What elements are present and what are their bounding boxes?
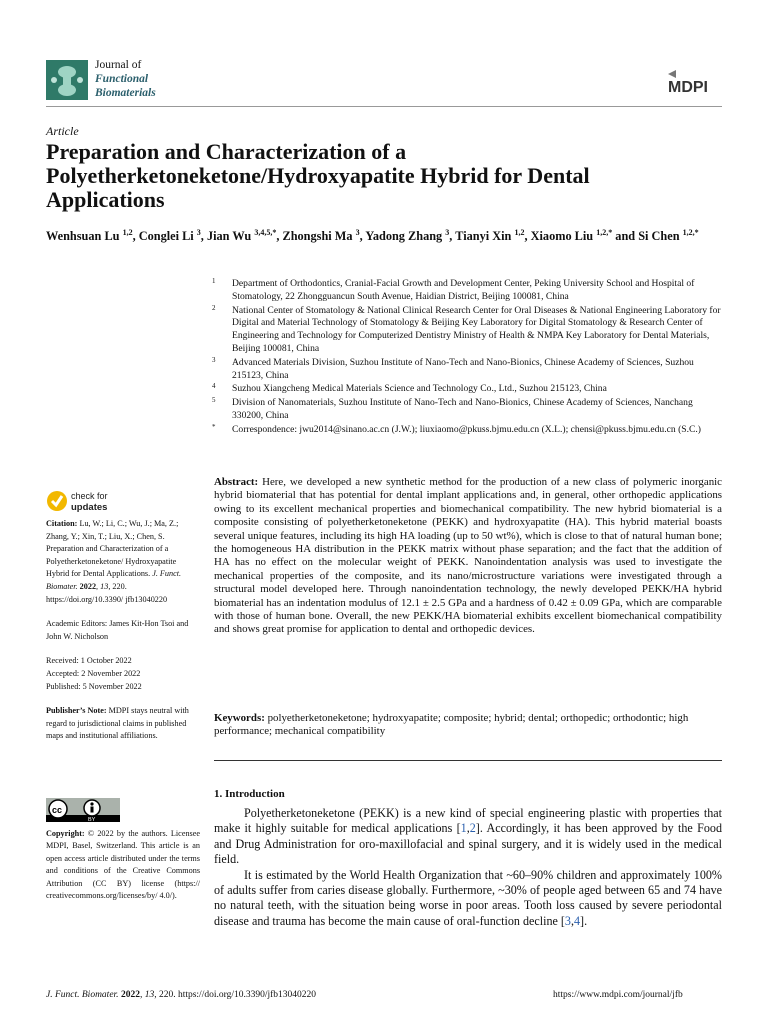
mdpi-logo-text: MDPI: [668, 79, 708, 96]
journal-name-line3: Biomaterials: [95, 87, 156, 99]
published-date: Published: 5 November 2022: [46, 681, 142, 691]
affiliation-item: [212, 397, 724, 423]
affiliation-item: [212, 278, 724, 304]
abstract-text: Here, we developed a new synthetic method for the production of a new class of polymeric inorganic hybrid biomaterial that has potential for dental implant applications and, in general, other orthopedic applications owing to its excellent mechanical properties and biomechanical compatibility. The new hybrid biomaterial is a composite consisting of polyetherketoneketone (PEKK) and hydroxyapatite (HA). This hybrid material boasts several unique features, including its high HA loading (up to 50 wt%), which is close to that of natural human bone; the homogeneous HA distribution in the PEKK matrix without phase separation; and the fact that the addition of HA has no effect on the molecular weight of PEKK. Nanoindentation analysis was used to investigate the mechanical properties of the composite, and its nano/microstructure variations were investigated through a structural model developed here. Through nanoindentation technology, the newly developed PEKK/HA hybrid biomaterial has an indentation modulus of 12.1 ± 2.5 GPa and a hardness of 0.42 ± 0.09 GPa, which are comparable with those of human bone. Overall, the new PEKK/HA biomaterial exhibits excellent biomechanical compatibility and shows great promise for application to dental and orthopedic devices.: [214, 476, 723, 636]
affiliations-list: [212, 278, 724, 438]
journal-logo-icon: [46, 60, 88, 100]
affiliation-text: Correspondence: jwu2014@sinano.ac.cn (J.W.); liuxiaomo@pkuss.bjmu.edu.cn (X.L.); chensi@pkuss.bjmu.edu.cn (S.C.): [232, 423, 701, 435]
journal-name-line2: Functional: [95, 73, 149, 85]
affiliation-number: *: [212, 422, 216, 431]
accepted-date: Accepted: 2 November 2022: [46, 668, 141, 678]
intro-paragraph-2: It is estimated by the World Health Organization that ~60–90% children and approximately 100% of adults suffer from caries disease globally. Furthermore, ~30% of people aged between 65 and 74 have no natural teeth, with the situation being worse in poor areas. Tooth loss caused by severe periodontal disease and trauma has become the main cause of oral-function decline [3,4].: [214, 867, 722, 928]
abstract: [214, 476, 722, 637]
journal-name: [95, 58, 156, 100]
keywords: [214, 712, 722, 739]
check-for-label: check for: [71, 491, 108, 501]
cc-by-license-icon[interactable]: [46, 798, 120, 822]
affiliation-text: Advanced Materials Division, Suzhou Institute of Nano-Tech and Nano-Bionics, Chinese Academy of Sciences, Suzhou 215123, China: [232, 356, 694, 381]
academic-editors: Academic Editors: James Kit-Hon Tsoi and John W. Nicholson: [46, 619, 189, 641]
intro-paragraph-1: Polyetherketoneketone (PEKK) is a new kind of special engineering plastic with properties that make it highly suitable for medical applications [1,2]. Accordingly, it has been approved by the Food and Drug Administration for oro-maxillofacial and spinal surgery, and it is widely used in the medical field.: [214, 806, 722, 867]
dates: [46, 655, 200, 693]
affiliation-item: [212, 357, 724, 383]
keywords-label: Keywords:: [214, 712, 265, 724]
sidebar: [46, 518, 200, 755]
affiliation-item: [212, 424, 724, 437]
check-for-updates-icon[interactable]: [46, 488, 116, 514]
mdpi-logo-icon: [664, 70, 722, 96]
copyright-notice: Copyright: © 2022 by the authors. Licensee MDPI, Basel, Switzerland. This article is an open access article distributed under the terms and conditions of the Creative Commons Attribution (CC BY) license (https:// creativecommons.org/licenses/by/ 4.0/).: [46, 829, 200, 901]
abstract-label: Abstract:: [214, 476, 259, 488]
affiliation-item: [212, 305, 724, 356]
journal-name-line1: Journal of: [95, 59, 142, 71]
affiliation-number: 1: [212, 277, 216, 285]
affiliation-number: 4: [212, 382, 216, 391]
svg-text:cc: cc: [52, 805, 63, 815]
introduction-body: [214, 806, 722, 929]
affiliation-number: 3: [212, 355, 216, 364]
footer-journal-url[interactable]: https://www.mdpi.com/journal/jfb: [553, 990, 683, 1000]
svg-text:BY: BY: [88, 817, 96, 822]
keywords-text: polyetherketoneketone; hydroxyapatite; composite; hybrid; dental; orthopedic; orthodontic; high performance; mechanical compatibility: [214, 712, 689, 738]
section-divider: [214, 760, 722, 761]
affiliation-text: National Center of Stomatology & National Clinical Research Center for Oral Diseases & National Engineering Laboratory for Digital and Material Technology of Stomatology & Beijing Key Laboratory for Digital Stomatology & Research Center of Engineering and Technology for Computerized Dentistry Ministry of Health & NMPA Key Laboratory for Dental Materials, Beijing 100081, China: [232, 304, 721, 354]
affiliation-number: 2: [212, 303, 216, 312]
citation: Citation: Lu, W.; Li, C.; Wu, J.; Ma, Z.; Zhang, Y.; Xin, T.; Liu, X.; Chen, S. Preparation and Characterization of a Polyetherketoneketone/ Hydroxyapatite Hybrid for Dental Applications. J. Funct. Biomater. 2022, 13, 220. https://doi.org/10.3390/ jfb13040220: [46, 519, 182, 604]
article-title: Preparation and Characterization of a Polyetherketoneketone/Hydroxyapatite Hybrid for Dental Applications: [46, 139, 590, 212]
section-heading-introduction: 1. Introduction: [214, 788, 285, 800]
affiliation-number: 5: [212, 396, 216, 405]
publisher-note: Publisher’s Note: MDPI stays neutral with regard to jurisdictional claims in published maps and institutional affiliations.: [46, 706, 189, 741]
article-type: Article: [46, 124, 79, 138]
affiliation-item: [212, 383, 724, 396]
footer-citation: J. Funct. Biomater. 2022, 13, 220. https://doi.org/10.3390/jfb13040220: [46, 990, 317, 1000]
header-divider: [46, 106, 722, 107]
updates-label: updates: [71, 502, 108, 513]
affiliation-text: Division of Nanomaterials, Suzhou Institute of Nano-Tech and Nano-Bionics, Chinese Academy of Sciences, Nanchang 330200, China: [232, 397, 693, 421]
affiliation-text: Suzhou Xiangcheng Medical Materials Science and Technology Co., Ltd., Suzhou 215123, China: [232, 383, 607, 395]
received-date: Received: 1 October 2022: [46, 656, 132, 666]
author-list: Wenhsuan Lu $^{1,2}$, Conglei Li $^3$, Jian Wu $^{3,4,5,*}$, Zhongshi Ma $^3$, Yadong Zhang $^3$, Tianyi Xin $^{1,2}$, Xiaomo Liu $^{1,2,*}$ and Si Chen $^{1,2,*}$: [46, 228, 699, 244]
affiliation-text: Department of Orthodontics, Cranial-Facial Growth and Development Center, Peking University School and Hospital of Stomatology, 22 Zhongguancun South Avenue, Haidian District, Beijing 100081, China: [232, 278, 695, 302]
